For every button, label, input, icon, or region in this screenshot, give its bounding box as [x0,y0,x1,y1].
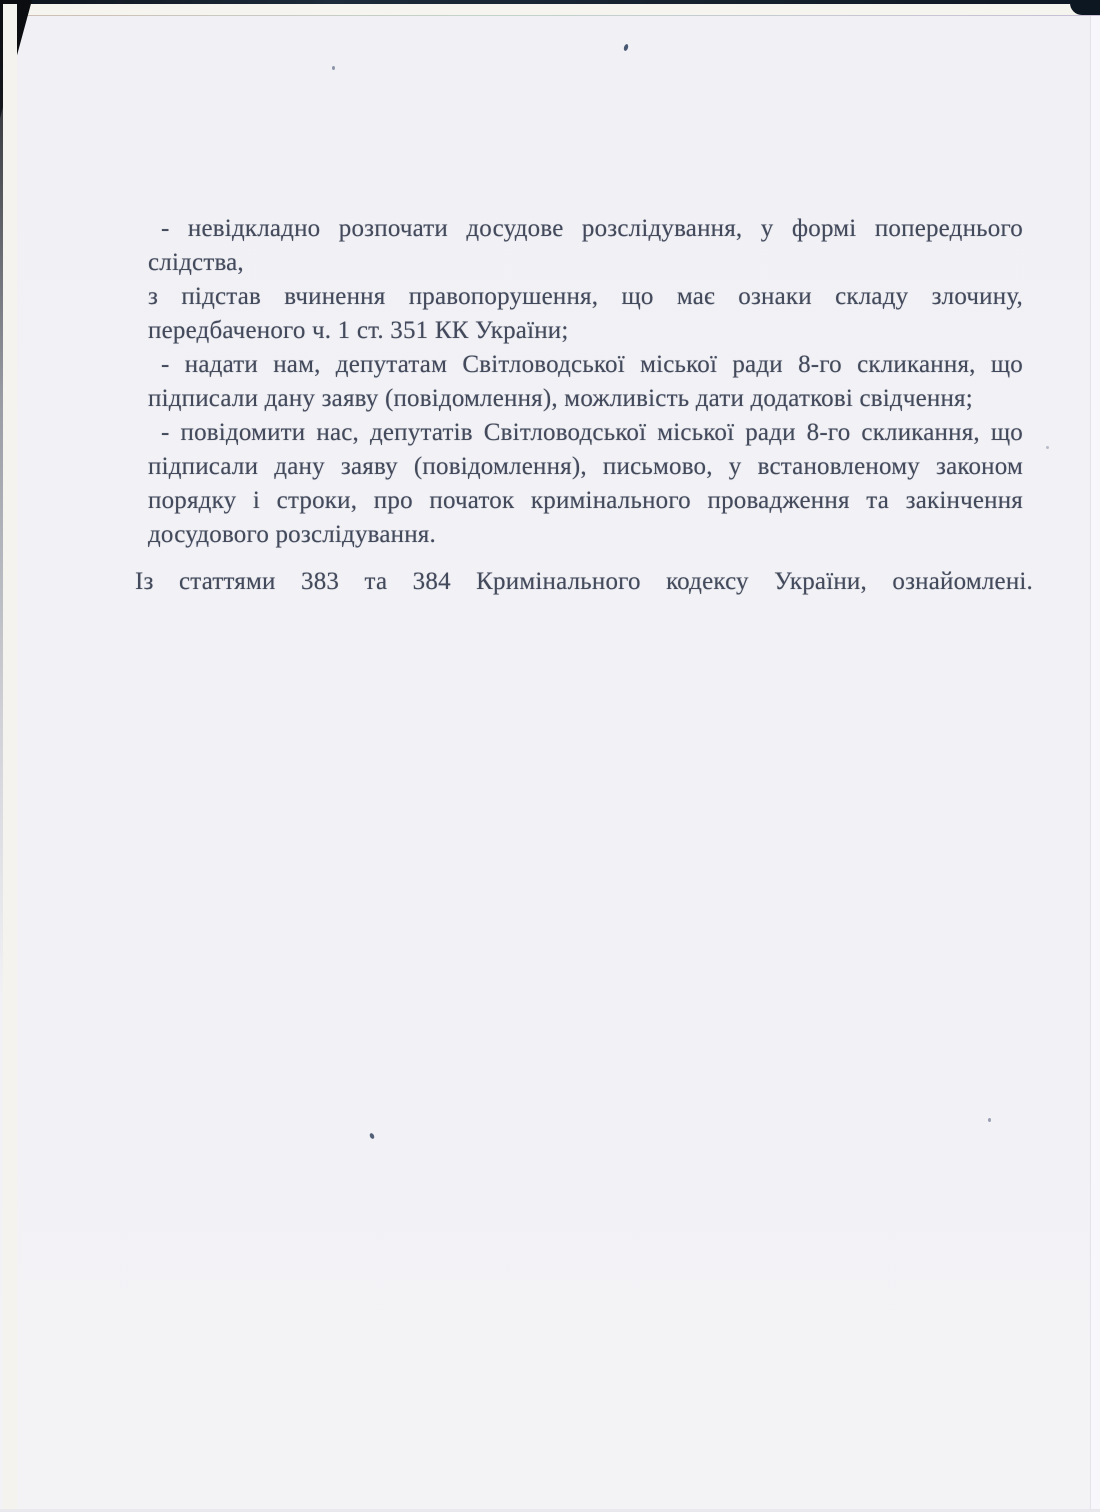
paper-top-edge-line [0,15,1100,16]
scan-speck [988,1118,991,1122]
scan-left-margin-band [3,4,17,1512]
document-line: - повідомити нас, депутатів Світловодської міської ради 8-го скликання, що [161,419,1023,446]
scanner-lid-strip [0,4,1100,15]
scan-corner-shadow-top-right [1070,0,1100,15]
scan-right-edge-band [1090,16,1100,1512]
document-line: Із статтями 383 та 384 Кримінального кодексу України, ознайомлені. [135,568,1033,595]
document-line: досудового розслідування. [148,521,436,548]
document-line: - надати нам, депутатам Світловодської міської ради 8-го скликання, що [161,351,1023,378]
scan-speck [332,66,335,70]
scan-speck [623,44,629,52]
document-line: підписали дану заяву (повідомлення), можливість дати додаткові свідчення; [148,385,973,412]
document-line: порядку і строки, про початок кримінального провадження та закінчення [148,487,1023,514]
document-line: передбаченого ч. 1 ст. 351 КК України; [148,317,569,344]
document-line: підписали дану заяву (повідомлення), письмово, у встановленому законом [148,453,1023,480]
paragraph-demands-3 [148,416,1023,552]
paragraph-demands-2 [148,348,1023,416]
document-line: з підстав вчинення правопорушення, що має ознаки складу злочину, [148,283,1023,310]
scan-speck [369,1132,375,1139]
scan-speck [1046,446,1049,449]
closing-statement [135,565,1033,599]
document-line: - невідкладно розпочати досудове розслідування, у формі попереднього слідства, [148,215,1023,276]
paragraph-demands-1 [148,212,1023,348]
document-text-block [148,212,1023,552]
